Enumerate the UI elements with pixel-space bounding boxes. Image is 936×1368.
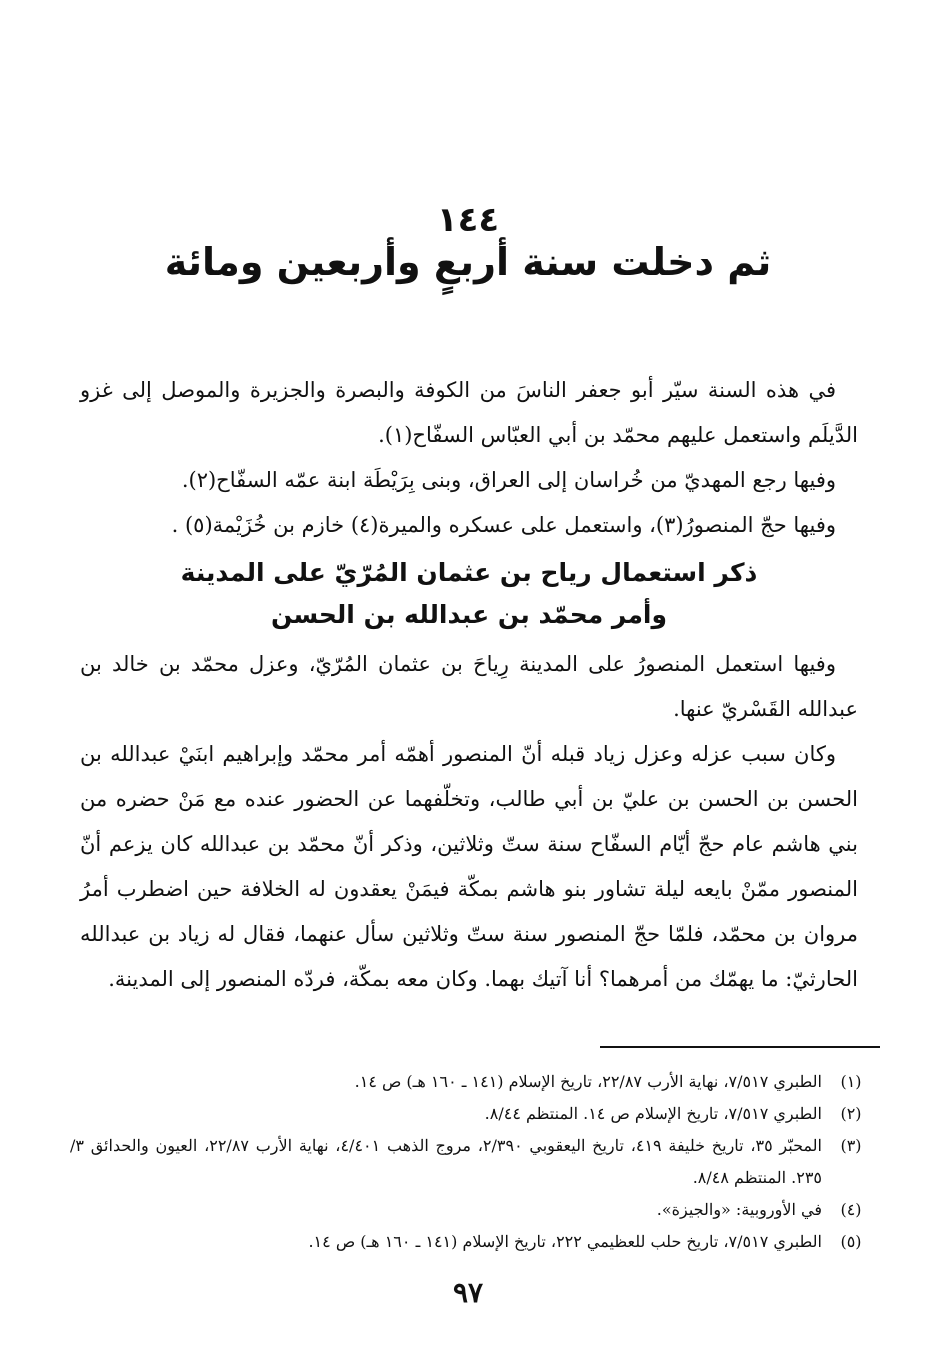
paragraph: وكان سبب عزله وعزل زياد قبله أنّ المنصور أهمّه أمر محمّد وإبراهيم ابنَيْ عبدالله بن الحسن بن الحسن بن عليّ بن أبي طالب، وتخلّفهما عن الحضور عنده مع مَنْ حضره من بني هاشم عام حجّ أيّام السفّاح سنة ستّ وثلاثين، وذكر أنّ محمّد بن عبدالله كان يزعم أنّ المنصور ممّنْ بايعه ليلة تشاور بنو هاشم بمكّة فيمَنْ يعقدون له الخلافة حين اضطرب أمرُ مروان بن محمّد، فلمّا حجّ المنصور سنة ستّ وثلاثين سأل عنهما، فقال له زياد بن عبدالله الحارثيّ: ما يهمّك من أمرهما؟ أنا آتيك بهما. وكان معه بمكّة، فردّه المنصور إلى المدينة. bbox=[80, 742, 858, 991]
footnote-number: (٢) bbox=[840, 1104, 862, 1123]
footnote bbox=[70, 1194, 880, 1226]
footnote-divider bbox=[600, 1046, 880, 1048]
footnote-number: (١) bbox=[840, 1072, 862, 1091]
footnote-text: في الأوروبية: «والجيزة». bbox=[656, 1200, 822, 1219]
footnote-number: (٣) bbox=[840, 1136, 862, 1155]
paragraph: وفيها رجع المهديّ من خُراسان إلى العراق، وبنى بِرَيْطَة ابنة عمّه السفّاح(٢). bbox=[181, 468, 836, 492]
page-number: ٩٧ bbox=[452, 1276, 484, 1309]
footnote bbox=[70, 1130, 880, 1194]
section-heading bbox=[80, 552, 858, 636]
footnote-text: الطبري ٧/٥١٧، تاريخ الإسلام ص ١٤. المنتظم ٨/٤٤. bbox=[484, 1104, 822, 1123]
paragraph: وفيها استعمل المنصورُ على المدينة رِياحَ بن عثمان المُرّيّ، وعزل محمّد بن خالد بن عبدالله القَسْريّ عنها. bbox=[80, 652, 858, 721]
footnote bbox=[70, 1226, 880, 1258]
paragraph: وفيها حجّ المنصورُ(٣)، واستعمل على عسكره والميرة(٤) خازم بن خُزَيْمة(٥) . bbox=[171, 513, 836, 537]
footnote bbox=[70, 1098, 880, 1130]
footnote-number: (٥) bbox=[840, 1232, 862, 1251]
footnote-number: (٤) bbox=[840, 1200, 862, 1219]
section-heading-line: وأمر محمّد بن عبدالله بن الحسن bbox=[270, 600, 668, 629]
chapter-title: ثم دخلت سنة أربعٍ وأربعين ومائة bbox=[164, 240, 772, 284]
chapter-year: ١٤٤ bbox=[436, 200, 500, 240]
footnote bbox=[70, 1066, 880, 1098]
footnotes bbox=[70, 1066, 880, 1258]
section-heading-line: ذكر استعمال رياح بن عثمان المُرّيّ على المدينة bbox=[180, 558, 758, 587]
footnote-text: المحبّر ٣٥، تاريخ خليفة ٤١٩، تاريخ اليعقوبي ٢/٣٩٠، مروج الذهب ٤/٤٠١، نهاية الأرب ٢٢/٨٧، العيون والحدائق ٣/ ٢٣٥. المنتظم ٨/٤٨. bbox=[70, 1136, 822, 1187]
paragraph: في هذه السنة سيّر أبو جعفر الناسَ من الكوفة والبصرة والجزيرة والموصل إلى غزو الدَّيلَم واستعمل عليهم محمّد بن أبي العبّاس السفّاح(١). bbox=[80, 378, 858, 447]
footnote-text: الطبري ٧/٥١٧، نهاية الأرب ٢٢/٨٧، تاريخ الإسلام (١٤١ ـ ١٦٠ هـ) ص ١٤. bbox=[354, 1072, 822, 1091]
footnote-text: الطبري ٧/٥١٧، تاريخ حلب للعظيمي ٢٢٢، تاريخ الإسلام (١٤١ ـ ١٦٠ هـ) ص ١٤. bbox=[308, 1232, 822, 1251]
main-text bbox=[80, 368, 858, 1002]
